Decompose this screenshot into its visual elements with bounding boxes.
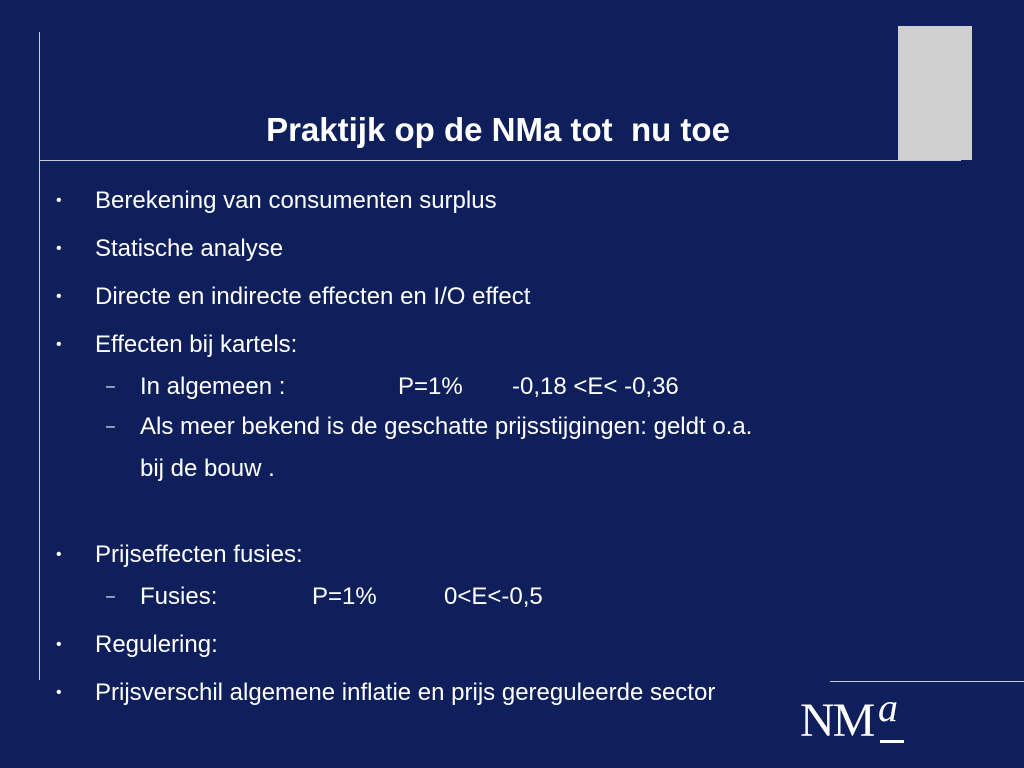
- sub-bullet-label: Fusies:: [140, 583, 218, 610]
- bullet-text: Prijsverschil algemene inflatie en prijs gereguleerde sector: [95, 679, 716, 706]
- sub-bullet-label: In algemeen :: [140, 373, 286, 400]
- bullet-text: Effecten bij kartels:: [95, 331, 298, 358]
- bullet-icon: •: [56, 336, 62, 353]
- bullet-text: Statische analyse: [95, 235, 284, 262]
- bullet-icon: •: [56, 684, 62, 701]
- logo-underline: [880, 740, 904, 743]
- bullet-icon: •: [56, 546, 62, 563]
- logo-accent-letter: a: [878, 685, 898, 730]
- bullet-text: Berekening van consumenten surplus: [95, 187, 497, 214]
- bullet-icon: •: [56, 636, 62, 653]
- title-underline-rule: [39, 160, 961, 161]
- bottom-right-rule: [830, 681, 1024, 682]
- dash-icon: –: [106, 588, 115, 605]
- dash-icon: –: [106, 378, 115, 395]
- dash-icon: –: [106, 418, 115, 435]
- bullet-icon: •: [56, 192, 62, 209]
- bullet-icon: •: [56, 240, 62, 257]
- sub-bullet-value: P=1%: [398, 373, 463, 400]
- bullet-icon: •: [56, 288, 62, 305]
- sub-bullet-continuation: bij de bouw .: [140, 455, 275, 482]
- bullet-text: Regulering:: [95, 631, 218, 658]
- nma-logo: [800, 685, 910, 750]
- sub-bullet-range: 0<E<-0,5: [444, 583, 543, 610]
- logo-letters: NM: [800, 694, 874, 747]
- slide-title: Praktijk op de NMa tot nu toe: [266, 111, 730, 148]
- sub-bullet-range: -0,18 <E< -0,36: [512, 373, 679, 400]
- bullet-text: Prijseffecten fusies:: [95, 541, 303, 568]
- sub-bullet-text: Als meer bekend is de geschatte prijsstijgingen: geldt o.a.: [140, 413, 753, 440]
- sub-bullet-value: P=1%: [312, 583, 377, 610]
- bullet-text: Directe en indirecte effecten en I/O effect: [95, 283, 531, 310]
